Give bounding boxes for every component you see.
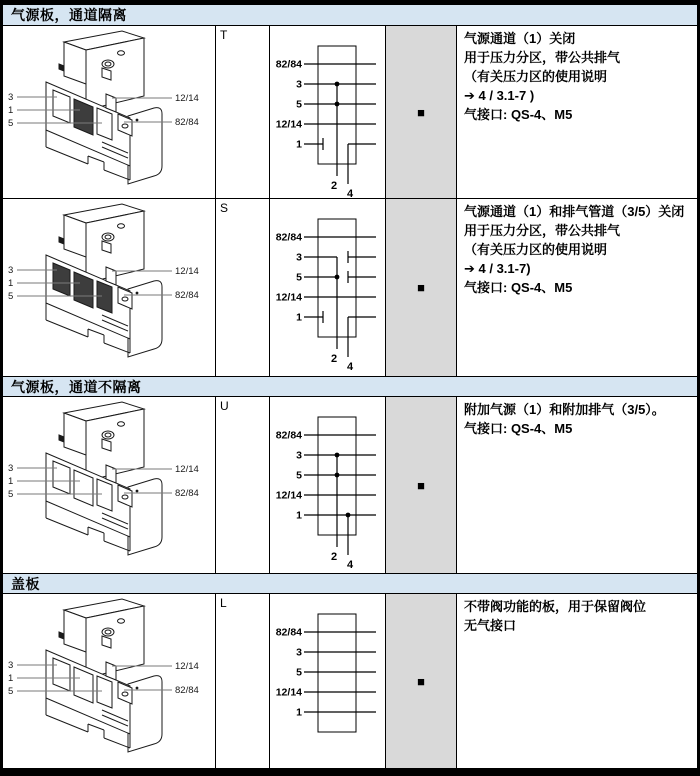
availability-square: ■ [417,280,425,295]
svg-text:4: 4 [346,188,353,198]
isometric-drawing [3,199,215,376]
availability-square: ■ [417,673,425,689]
svg-text:12/14: 12/14 [275,686,302,699]
svg-text:82/84: 82/84 [175,290,199,301]
svg-text:1: 1 [8,278,14,289]
variant-code: L [215,594,269,768]
svg-text:4: 4 [346,361,353,373]
description-line: 气接口: QS-4、M5 [464,421,573,436]
svg-text:5: 5 [8,686,14,697]
svg-text:3: 3 [8,463,14,474]
pneumatic-circuit-symbol [269,397,385,573]
svg-text:5: 5 [295,469,302,482]
variant-code: T [215,26,269,198]
section-header-not-isolated [3,376,697,397]
svg-text:1: 1 [8,673,14,684]
svg-text:3: 3 [8,265,14,276]
section-title: 盖板 [11,575,40,592]
svg-text:2: 2 [330,180,337,192]
svg-text:5: 5 [8,118,14,129]
section-header-cover [3,573,697,594]
description-line: 气接口: QS-4、M5 [464,107,573,122]
svg-text:5: 5 [295,98,302,111]
variant-code: U [215,397,269,573]
description-line: 用于压力分区，带公共排气 [464,223,621,238]
description-line: ➔ 4 / 3.1-7) [464,261,531,276]
svg-text:2: 2 [330,551,337,563]
svg-text:4: 4 [346,559,353,571]
availability-cell [385,199,456,376]
product-row-S [3,198,697,376]
section-header-isolated [3,5,697,26]
description-line: ➔ 4 / 3.1-7 ) [464,88,535,103]
svg-text:82/84: 82/84 [175,488,199,499]
description-line: 用于压力分区，带公共排气 [464,50,621,65]
availability-square: ■ [417,104,425,120]
svg-text:82/84: 82/84 [275,58,302,71]
svg-text:2: 2 [330,353,337,365]
description-cell [456,199,697,376]
svg-text:3: 3 [8,660,14,671]
availability-square: ■ [417,477,425,493]
description-line: 附加气源（1）和附加排气（3/5）。 [464,402,665,417]
pneumatic-circuit-symbol [269,594,385,768]
svg-text:82/84: 82/84 [175,685,199,696]
product-row-T [3,26,697,198]
svg-text:12/14: 12/14 [175,93,199,104]
svg-text:1: 1 [295,138,302,151]
product-row-U [3,397,697,573]
description-line: 气接口: QS-4、M5 [464,280,573,295]
availability-cell [385,594,456,768]
pneumatic-circuit-symbol [269,26,385,198]
variant-code: S [215,199,269,376]
description-line: 不带阀功能的板，用于保留阀位 [464,599,647,614]
description-cell [456,594,697,768]
svg-text:3: 3 [295,449,302,462]
isometric-drawing [3,26,215,198]
svg-text:1: 1 [295,509,302,522]
svg-text:12/14: 12/14 [175,464,199,475]
svg-text:82/84: 82/84 [275,231,302,244]
svg-text:1: 1 [8,476,14,487]
section-title: 气源板，通道不隔离 [11,378,142,395]
svg-text:12/14: 12/14 [175,266,199,277]
description-line: （有关压力区的使用说明 [464,242,608,257]
svg-text:12/14: 12/14 [175,661,199,672]
pneumatic-circuit-symbol [269,199,385,376]
description-line: 气源通道（1）关闭 [464,31,576,46]
section-title: 气源板，通道隔离 [11,7,127,23]
svg-text:3: 3 [8,92,14,103]
svg-text:82/84: 82/84 [275,626,302,639]
description-cell [456,397,697,573]
svg-text:3: 3 [295,646,302,659]
svg-text:12/14: 12/14 [275,118,302,131]
description-line: 气源通道（1）和排气管道（3/5）关闭 [464,204,685,219]
svg-text:3: 3 [295,78,302,91]
svg-text:5: 5 [295,271,302,284]
svg-text:1: 1 [8,105,14,116]
svg-text:5: 5 [8,291,14,302]
svg-text:82/84: 82/84 [275,429,302,442]
description-line: 无气接口 [464,618,517,633]
product-row-L [3,594,697,768]
svg-text:3: 3 [295,251,302,264]
description-line: （有关压力区的使用说明 [464,69,608,84]
svg-text:1: 1 [295,706,302,719]
svg-text:5: 5 [8,489,14,500]
svg-text:12/14: 12/14 [275,291,302,304]
isometric-drawing [3,397,215,573]
availability-cell [385,397,456,573]
svg-text:1: 1 [295,311,302,324]
availability-cell [385,26,456,198]
svg-text:5: 5 [295,666,302,679]
svg-text:82/84: 82/84 [175,117,199,128]
description-cell [456,26,697,198]
isometric-drawing [3,594,215,768]
svg-text:12/14: 12/14 [275,489,302,502]
